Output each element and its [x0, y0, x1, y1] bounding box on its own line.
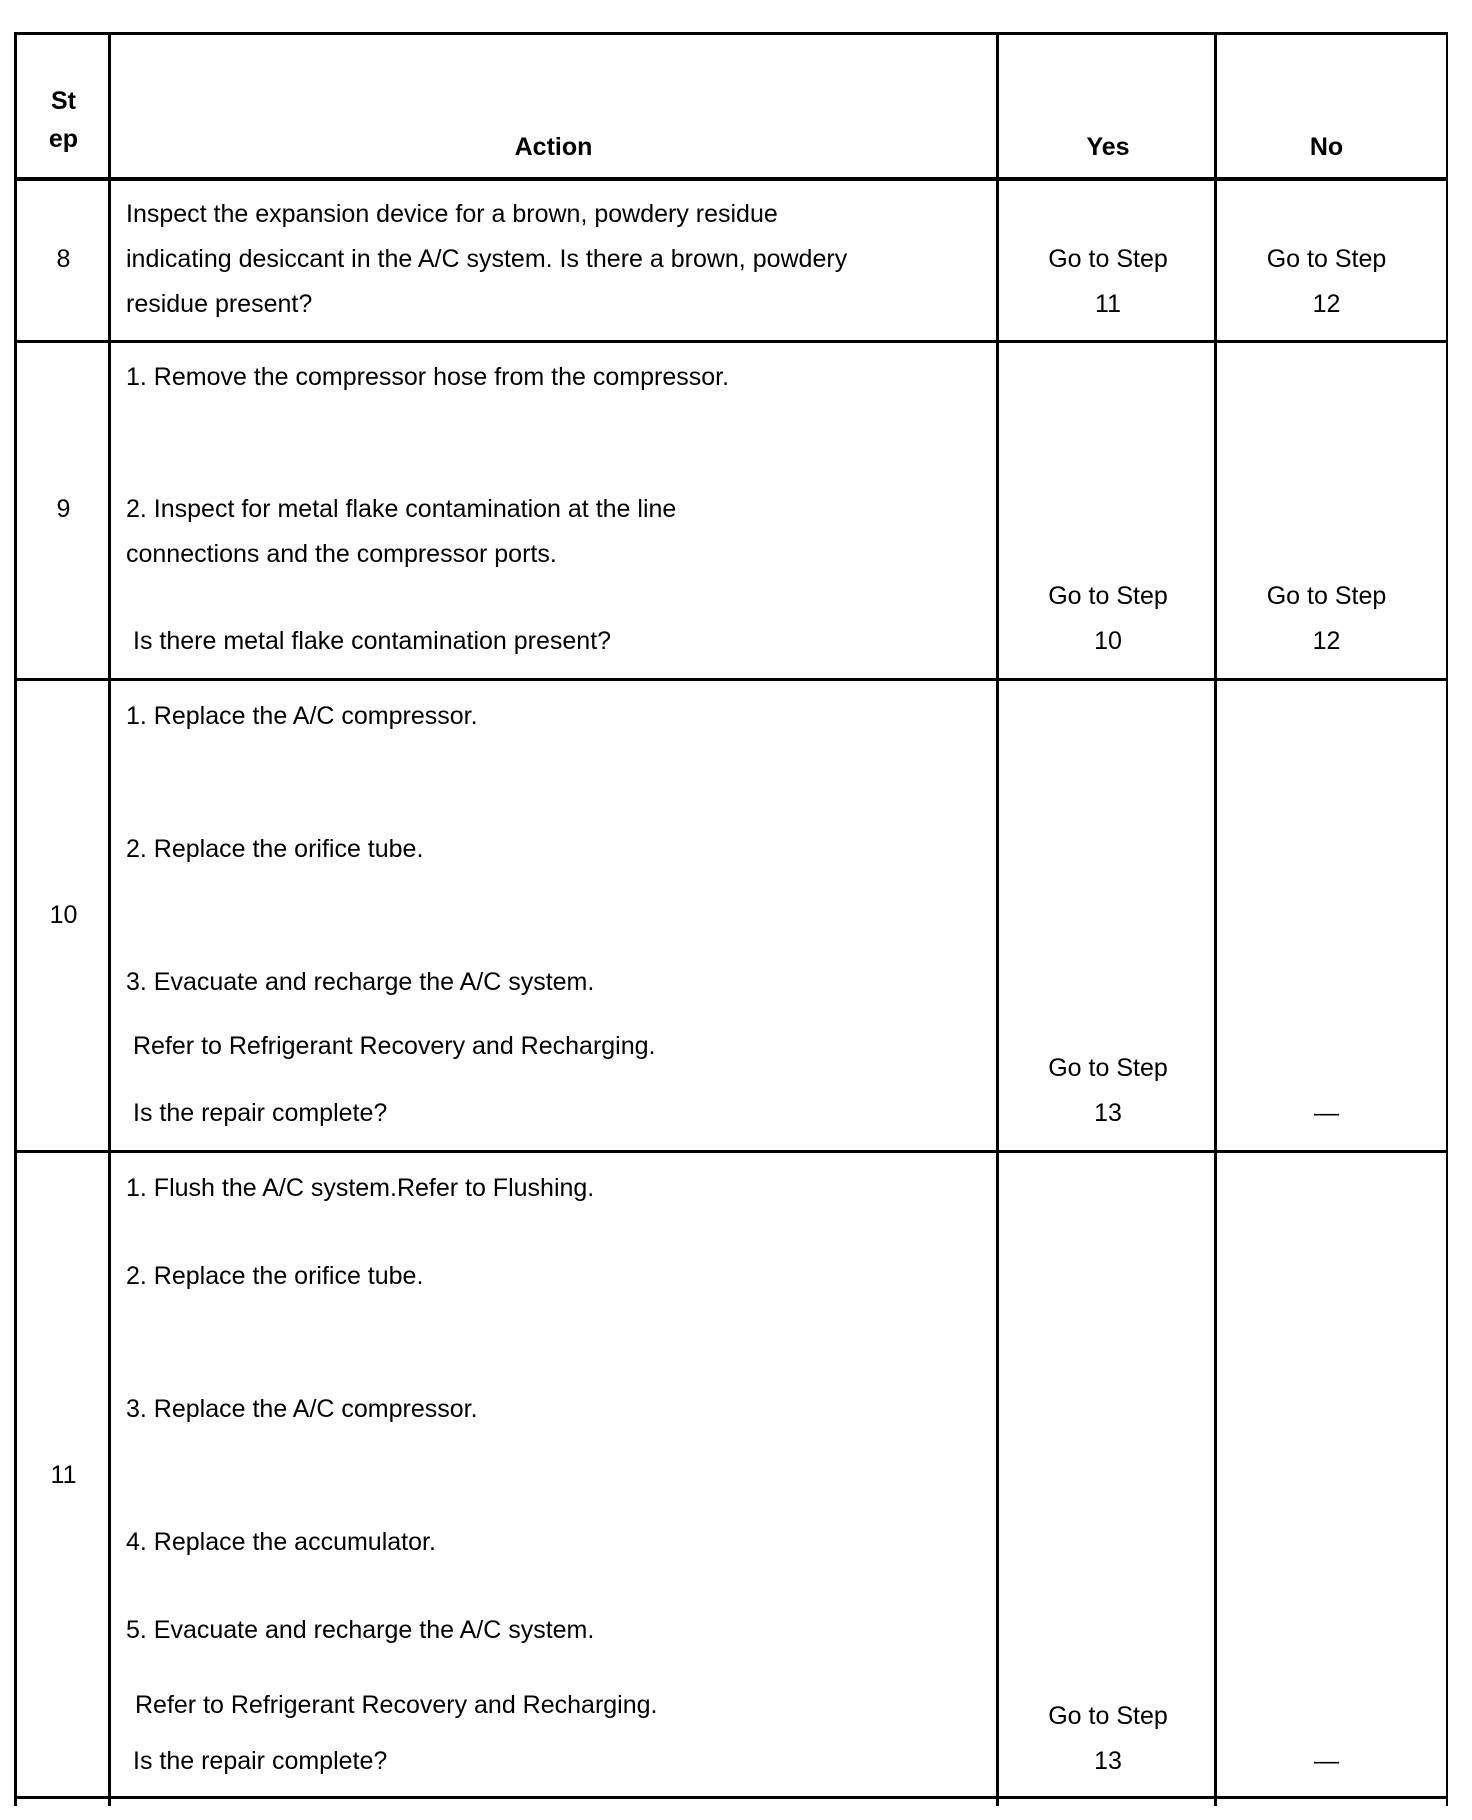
refer-text: Refer to Refrigerant Recovery and Recharging. [135, 1691, 658, 1719]
no-goto-step-number: 12 [1312, 290, 1341, 318]
row-divider [17, 1796, 1446, 1799]
action-item: 3. Evacuate and recharge the A/C system. [126, 968, 595, 996]
row-divider [17, 678, 1446, 681]
action-text-line: indicating desiccant in the A/C system. Is there a brown, powdery [126, 245, 848, 273]
action-text-line: residue present? [126, 290, 313, 318]
yes-goto-step-number: 10 [1094, 627, 1122, 655]
row-divider [17, 1150, 1446, 1153]
no-dash: — [1314, 1747, 1339, 1775]
step-number: 9 [56, 495, 71, 523]
row-divider [17, 177, 1446, 181]
diagnostic-table [14, 32, 1448, 1806]
no-goto-step-number: 12 [1312, 627, 1341, 655]
action-item: 1. Replace the A/C compressor. [126, 702, 478, 730]
no-dash: — [1314, 1099, 1339, 1127]
action-item: connections and the compressor ports. [126, 540, 557, 568]
action-item: 2. Replace the orifice tube. [126, 1262, 424, 1290]
yes-goto-step: Go to Step [1048, 582, 1168, 610]
step-number: 11 [50, 1461, 77, 1489]
action-question: Is there metal flake contamination present? [133, 627, 612, 655]
yes-goto-step-number: 13 [1094, 1099, 1122, 1127]
action-question: Is the repair complete? [133, 1747, 388, 1775]
yes-goto-step-number: 13 [1094, 1747, 1122, 1775]
action-item: 5. Evacuate and recharge the A/C system. [126, 1616, 595, 1644]
action-item: 1. Remove the compressor hose from the compressor. [126, 363, 730, 391]
action-text-line: Inspect the expansion device for a brown, powdery residue [126, 200, 778, 228]
yes-goto-step: Go to Step [1048, 1054, 1168, 1082]
header-action: Action [514, 133, 593, 161]
refer-flushing: Refer to Flushing. [396, 1174, 595, 1202]
no-goto-step: Go to Step [1266, 245, 1387, 273]
yes-goto-step: Go to Step [1048, 245, 1168, 273]
header-no: No [1309, 133, 1344, 161]
action-item: 2. Inspect for metal flake contamination at the line [126, 495, 677, 523]
action-item: 2. Replace the orifice tube. [126, 835, 424, 863]
header-step [17, 82, 110, 158]
action-item: 3. Replace the A/C compressor. [126, 1395, 478, 1423]
yes-goto-step-number: 11 [1095, 290, 1121, 318]
action-item [126, 1166, 594, 1211]
step-number: 10 [49, 901, 78, 929]
header-step-line2: ep [48, 125, 79, 153]
step-number: 8 [56, 245, 71, 273]
action-item: 4. Replace the accumulator. [126, 1528, 436, 1556]
yes-goto-step: Go to Step [1048, 1702, 1168, 1730]
action-question: Is the repair complete? [133, 1099, 388, 1127]
action-item-text: 1. Flush the A/C system. [126, 1174, 397, 1202]
refer-text: Refer to Refrigerant Recovery and Recharging. [133, 1032, 656, 1060]
header-yes: Yes [1086, 133, 1130, 161]
no-goto-step: Go to Step [1266, 582, 1387, 610]
header-step-line1: St [51, 87, 76, 115]
row-divider [17, 340, 1446, 343]
